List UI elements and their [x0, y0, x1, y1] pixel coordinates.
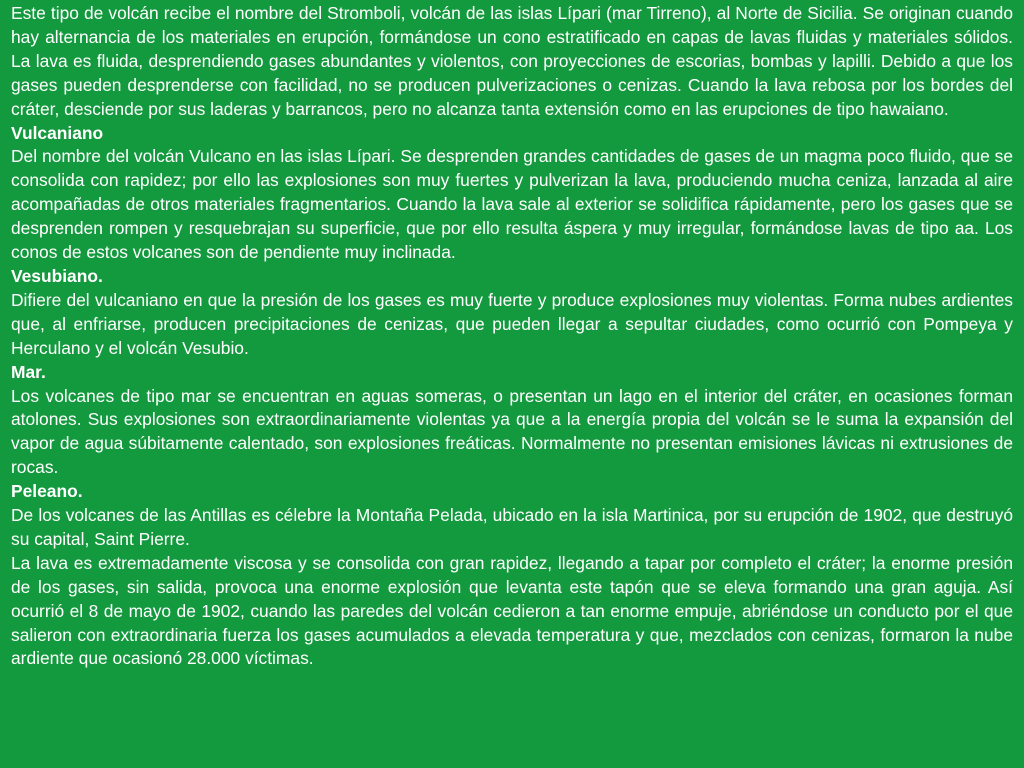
paragraph-vulcaniano: Del nombre del volcán Vulcano en las islas Lípari. Se desprenden grandes cantidades de gases de un magma poco fluido, que se consolida con rapidez; por ello las explosiones son muy fuertes y pulverizan la lava, produciendo mucha ceniza, lanzada al aire acompañadas de otros materiales fragmentarios. Cuando la lava sale al exterior se solidifica rápidamente, pero los gases que se desprenden rompen y resquebrajan su superficie, que por ello resulta áspera y muy irregular, formándose lavas de tipo aa. Los conos de estos volcanes son de pendiente muy inclinada. — [11, 146, 1013, 263]
heading-vesubiano: Vesubiano. — [11, 265, 103, 286]
heading-peleano: Peleano. — [11, 481, 83, 502]
intro-paragraph: Este tipo de volcán recibe el nombre del Stromboli, volcán de las islas Lípari (mar Tirreno), al Norte de Sicilia. Se originan cuando hay alternancia de los materiales en erupción, formándose un cono estratificado en capas de lavas fluidas y materiales sólidos. La lava es fluida, desprendiendo gases abundantes y violentos, con proyecciones de escorias, bombas y lapilli. Debido a que los gases pueden desprenderse con facilidad, no se producen pulverizaciones o cenizas. Cuando la lava rebosa por los bordes del cráter, desciende por sus laderas y barrancos, pero no alcanza tanta extensión como en las erupciones de tipo hawaiano. — [11, 3, 1013, 119]
heading-vulcaniano: Vulcaniano — [11, 122, 104, 143]
paragraph-peleano-1: De los volcanes de las Antillas es célebre la Montaña Pelada, ubicado en la isla Martinica, por su erupción de 1902, que destruyó su capital, Saint Pierre. — [11, 505, 1013, 549]
heading-mar: Mar. — [11, 361, 46, 382]
paragraph-peleano-2: La lava es extremadamente viscosa y se consolida con gran rapidez, llegando a tapar por completo el cráter; la enorme presión de los gases, sin salida, provoca una enorme explosión que levanta este tapón que se eleva formando una gran aguja. Así ocurrió el 8 de mayo de 1902, cuando las paredes del volcán cedieron a tan enorme empuje, abriéndose un conducto por el que salieron con extraordinaria fuerza los gases acumulados a elevada temperatura y que, mezclados con cenizas, formaron la nube ardiente que ocasionó 28.000 víctimas. — [11, 552, 1013, 669]
paragraph-vesubiano: Difiere del vulcaniano en que la presión de los gases es muy fuerte y produce explosiones muy violentas. Forma nubes ardientes que, al enfriarse, producen precipitaciones de cenizas, que pueden llegar a sepultar ciudades, como ocurrió con Pompeya y Herculano y el volcán Vesubio. — [11, 289, 1013, 358]
paragraph-mar: Los volcanes de tipo mar se encuentran en aguas someras, o presentan un lago en el interior del cráter, en ocasiones forman atolones. Sus explosiones son extraordinariamente violentas ya que a la energía propia del volcán se le suma la expansión del vapor de agua súbitamente calentado, son explosiones freáticas. Normalmente no presentan emisiones lávicas ni extrusiones de rocas. — [11, 385, 1013, 478]
